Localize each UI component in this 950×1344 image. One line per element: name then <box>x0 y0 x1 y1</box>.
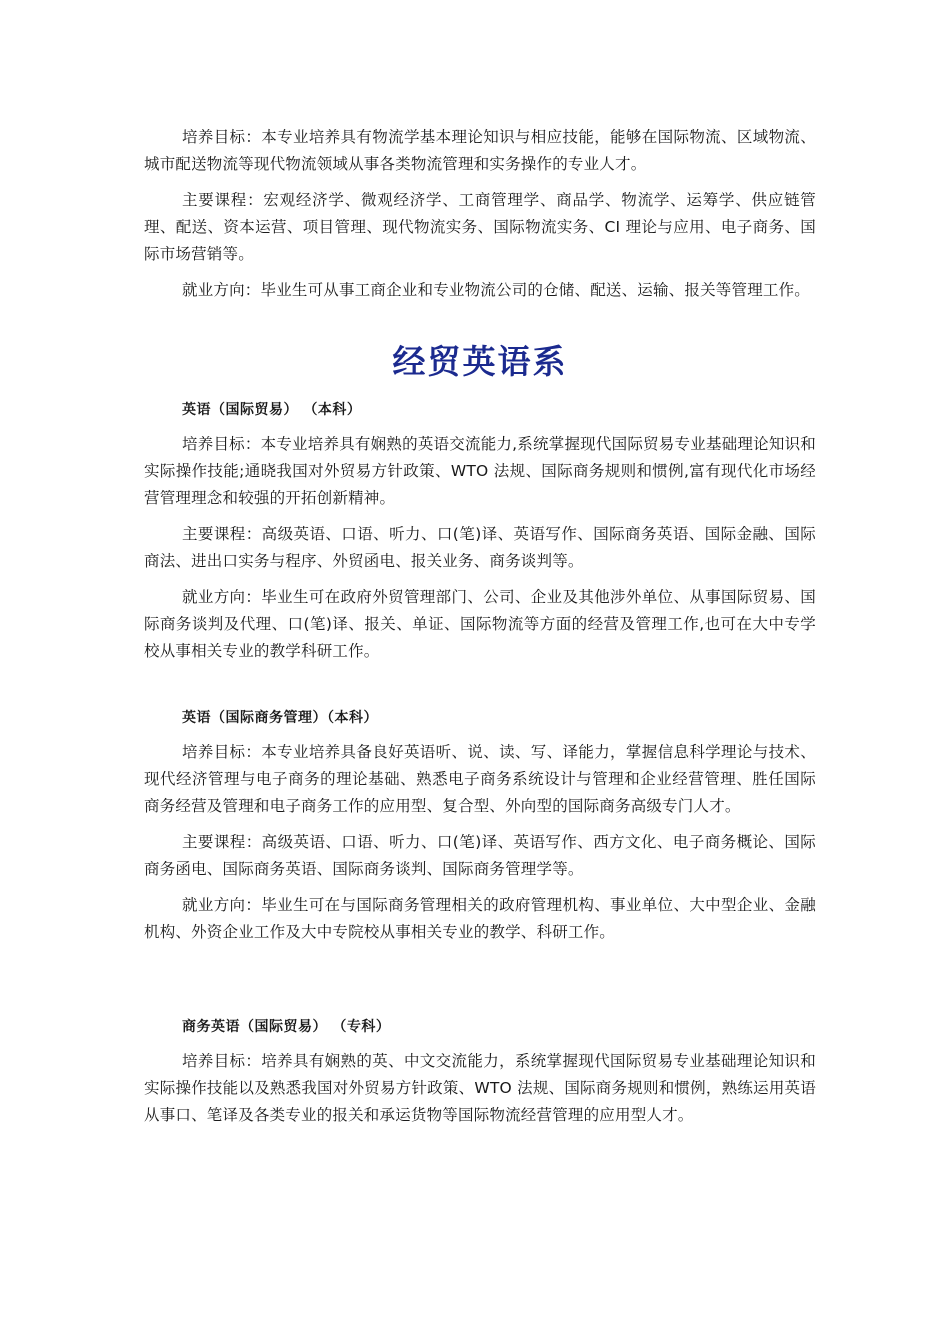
training-goal-paragraph: 培养目标：本专业培养具有物流学基本理论知识与相应技能，能够在国际物流、区域物流、城市配送物流等现代物流领域从事各类物流管理和实务操作的专业人才。 <box>144 128 816 173</box>
department-heading-block <box>144 340 816 384</box>
major-section-1 <box>144 399 816 665</box>
training-goal-paragraph: 培养目标：本专业培养具备良好英语听、说、读、写、译能力，掌握信息科学理论与技术、现代经济管理与电子商务的理论基础、熟悉电子商务系统设计与管理和企业经营管理、胜任国际商务经营及管理和电子商务工作的应用型、复合型、外向型的国际商务高级专门人才。 <box>144 743 816 815</box>
career-direction-paragraph: 就业方向：毕业生可在政府外贸管理部门、公司、企业及其他涉外单位、从事国际贸易、国际商务谈判及代理、口(笔)译、报关、单证、国际物流等方面的经营及管理工作,也可在大中专学校从事相关专业的教学科研工作。 <box>144 588 816 660</box>
training-goal-paragraph: 培养目标：本专业培养具有娴熟的英语交流能力,系统掌握现代国际贸易专业基础理论知识和实际操作技能;通晓我国对外贸易方针政策、WTO 法规、国际商务规则和惯例,富有现代化市场经营管理理念和较强的开拓创新精神。 <box>144 435 816 507</box>
major-heading: 商务英语（国际贸易） （专科） <box>182 1019 391 1035</box>
logistics-section <box>144 124 816 304</box>
main-courses-paragraph: 主要课程：高级英语、口语、听力、口(笔)译、英语写作、国际商务英语、国际金融、国际商法、进出口实务与程序、外贸函电、报关业务、商务谈判等。 <box>144 525 816 570</box>
major-section-2 <box>144 707 816 946</box>
career-direction-paragraph: 就业方向：毕业生可从事工商企业和专业物流公司的仓储、配送、运输、报关等管理工作。 <box>182 281 811 299</box>
major-heading: 英语（国际商务管理）（本科） <box>182 710 378 726</box>
department-title: 经贸英语系 <box>392 342 568 381</box>
major-heading: 英语（国际贸易） （本科） <box>182 402 362 418</box>
training-goal-paragraph: 培养目标：培养具有娴熟的英、中文交流能力，系统掌握现代国际贸易专业基础理论知识和实际操作技能以及熟悉我国对外贸易方针政策、WTO 法规、国际商务规则和惯例，熟练运用英语从事口、笔译及各类专业的报关和承运货物等国际物流经营管理的应用型人才。 <box>144 1052 816 1124</box>
career-direction-paragraph: 就业方向：毕业生可在与国际商务管理相关的政府管理机构、事业单位、大中型企业、金融机构、外资企业工作及大中专院校从事相关专业的教学、科研工作。 <box>144 896 816 941</box>
major-section-3 <box>144 1016 816 1129</box>
main-courses-paragraph: 主要课程：宏观经济学、微观经济学、工商管理学、商品学、物流学、运筹学、供应链管理、配送、资本运营、项目管理、现代物流实务、国际物流实务、CI 理论与应用、电子商务、国际市场营销等。 <box>144 191 816 263</box>
main-courses-paragraph: 主要课程：高级英语、口语、听力、口(笔)译、英语写作、西方文化、电子商务概论、国际商务函电、国际商务英语、国际商务谈判、国际商务管理学等。 <box>144 833 816 878</box>
